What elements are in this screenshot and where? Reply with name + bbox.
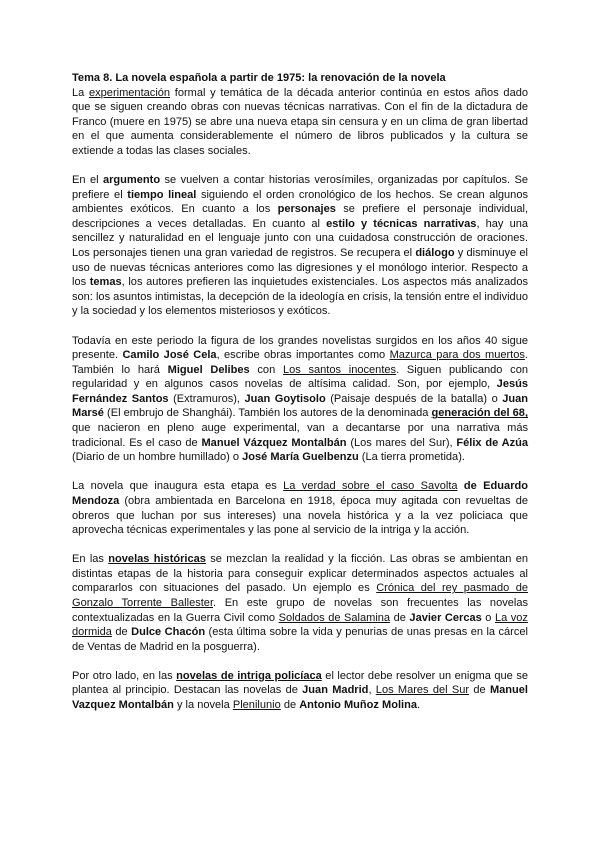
p6-k: de: [280, 699, 300, 712]
title-text: Tema 8. La novela española a partir de 1975: la renovación de la novela: [72, 72, 446, 84]
author-munoz-molina: Antonio Muñoz Molina: [299, 699, 417, 712]
p5-m: (esta última sobre la vida y penurias de unas presas en la cárcel de Ventas de Madrid en la posguerra).: [72, 626, 528, 653]
p2-k: y disminuye el uso de nuevas técnicas anteriores como las digresiones y el monólogo interior. Respecto a los: [72, 247, 528, 289]
paragraph-2: [72, 173, 528, 319]
p6-i: y la novela: [173, 699, 233, 712]
title-plenilunio: Plenilunio: [232, 699, 281, 712]
author-vazquez-montalban: Manuel Vázquez Montalbán: [201, 436, 347, 449]
paragraph-6: [72, 669, 528, 713]
p5-e: . En este grupo de novelas son frecuentes las novelas contextualizadas en la Guerra Civil como: [72, 597, 529, 624]
p2-b-bold: argumento: [102, 174, 161, 187]
p3-q: que nacieron en pleno auge experimental, van a decantarse por una narrativa más tradicional. Es el caso de: [72, 422, 528, 449]
author-goytisolo: Juan Goytisolo: [244, 392, 326, 405]
p6-g: de: [469, 684, 490, 697]
title-santos-inocentes: Los santos inocentes: [282, 363, 397, 376]
document-page: [72, 71, 528, 727]
p3-k: (Extramuros),: [168, 392, 245, 405]
p6-e: ,: [368, 684, 376, 697]
p5-g: de: [390, 611, 410, 624]
paragraph-4: [72, 479, 528, 537]
p1-text-c: formal y temática de la década anterior continúa en estos años dado que se siguen creando obras con nuevas técnicas narrativas. Con el fin de la dictadura de Franco (muere en 1975) se abre una nueva etapa sin censura y en un clima de gran libertad en el que aumenta considerablemente el número de libros publicados y la cultura se extiende a todas las clases sociales.: [72, 86, 528, 157]
p3-e: . También lo hará: [72, 349, 528, 376]
p2-g: se prefiere el personaje individual, descripciones a veces detalladas. En cuanto al: [72, 203, 529, 230]
author-juan-madrid: Juan Madrid: [302, 684, 369, 697]
p4-a: La novela que inaugura esta etapa es: [72, 480, 284, 493]
paragraph-5: [72, 552, 528, 654]
p3-o: (El embrujo de Shanghái). También los autores de la denominada: [103, 407, 432, 420]
p6-c: el lector debe resolver un enigma que se plantea al principio. Destacan las novelas de: [72, 669, 528, 697]
p5-a: En las: [72, 553, 109, 566]
paragraph-3: [72, 334, 528, 465]
title-savolta: La verdad sobre el caso Savolta: [283, 480, 458, 493]
p3-u: (Diario de un hombre humillado) o: [72, 451, 243, 464]
p3-s: (Los mares del Sur),: [346, 436, 457, 449]
p3-m: (Paisaje después de la batalla) o: [325, 392, 503, 405]
p5-k: de: [111, 626, 132, 639]
term-generacion-68: generación del 68,: [431, 407, 529, 420]
p2-e: siguiendo el orden cronológico de los hechos. Se crean algunos ambientes exóticos. En cuanto a los: [72, 188, 528, 216]
p4-d: (obra ambientada en Barcelona en 1918, época muy agitada con revueltas de obreros que luchan por sus intereses) una novela histórica y a la vez policiaca que aprovecha técnicas experimentales y las pone al servicio de la intriga y la acción.: [72, 494, 528, 537]
p2-l-bold: temas: [89, 276, 122, 289]
title-cronica-rey-pasmado: Crónica del rey pasmado de Gonzalo Torrente Ballester: [72, 582, 528, 609]
term-novelas-historicas: novelas históricas: [108, 553, 206, 566]
p2-c: se vuelven a contar historias verosímiles, organizadas por capítulos. Se prefiere el: [72, 174, 529, 201]
p2-m: , los autores prefieren las inquietudes existenciales. Los aspectos más analizados son: los asuntos intimistas, la decepción de la ideología en crisis, la tensión entre el individuo y la sociedad y los elementos misteriosos y exóticos.: [72, 276, 528, 318]
title-voz-dormida: La voz dormida: [72, 611, 528, 639]
p3-c: , escribe obras importantes como: [216, 349, 390, 362]
p2-a: En el: [72, 174, 103, 187]
p3-g: con: [249, 363, 283, 376]
p6-a: Por otro lado, en las: [72, 669, 177, 682]
p2-f-bold: personajes: [277, 203, 336, 216]
p6-m: .: [417, 699, 421, 712]
author-cercas: Javier Cercas: [409, 611, 482, 624]
author-fernandez-santos: Jesús Fernández Santos: [72, 378, 528, 405]
term-novelas-intriga: novelas de intriga policíaca: [176, 669, 322, 682]
p5-c: se mezclan la realidad y la ficción. Las obras se ambientan en distintas etapas de la historia para conseguir explicar determinados aspectos actuales al compararlos con situaciones del pasado. Un ejemplo es: [72, 553, 528, 595]
p1-underlined-term: experimentación: [89, 86, 171, 99]
p3-a: Todavía en este periodo la figura de los grandes novelistas surgidos en los años 40 sigue presente.: [72, 334, 528, 362]
author-cela: Camilo José Cela: [122, 349, 217, 362]
p5-i: o: [481, 611, 495, 624]
author-mendoza: de Eduardo Mendoza: [72, 480, 528, 507]
p1-text-a: La: [72, 86, 89, 99]
p2-h-bold: estilo y técnicas narrativas: [326, 217, 477, 230]
p3-w: (La tierra prometida).: [358, 451, 465, 464]
author-vazquez-montalban-2: Manuel Vazquez Montalbán: [72, 684, 528, 712]
author-marse: Juan Marsé: [72, 392, 529, 420]
p3-i: . Siguen publicando con regularidad y en algunos casos novelas de altísima calidad. Son, por ejemplo,: [72, 363, 528, 391]
author-chacon: Dulce Chacón: [131, 626, 206, 639]
author-guelbenzu: José María Guelbenzu: [242, 451, 359, 464]
p2-j-bold: diálogo: [415, 247, 455, 260]
title-mazurca: Mazurca para dos muertos: [389, 349, 525, 362]
document-title: [72, 71, 528, 159]
title-mares-del-sur: Los Mares del Sur: [375, 684, 470, 697]
p2-d-bold: tiempo lineal: [127, 188, 197, 201]
title-soldados-salamina: Soldados de Salamina: [278, 611, 391, 624]
author-azua: Félix de Azúa: [456, 436, 528, 449]
p2-i: , hay una sencillez y naturalidad en el lenguaje junto con una cuidadosa construcción de oraciones. Los personajes tienen una gran variedad de registros. Se recupera el: [72, 217, 528, 260]
author-delibes: Miguel Delibes: [167, 363, 250, 376]
